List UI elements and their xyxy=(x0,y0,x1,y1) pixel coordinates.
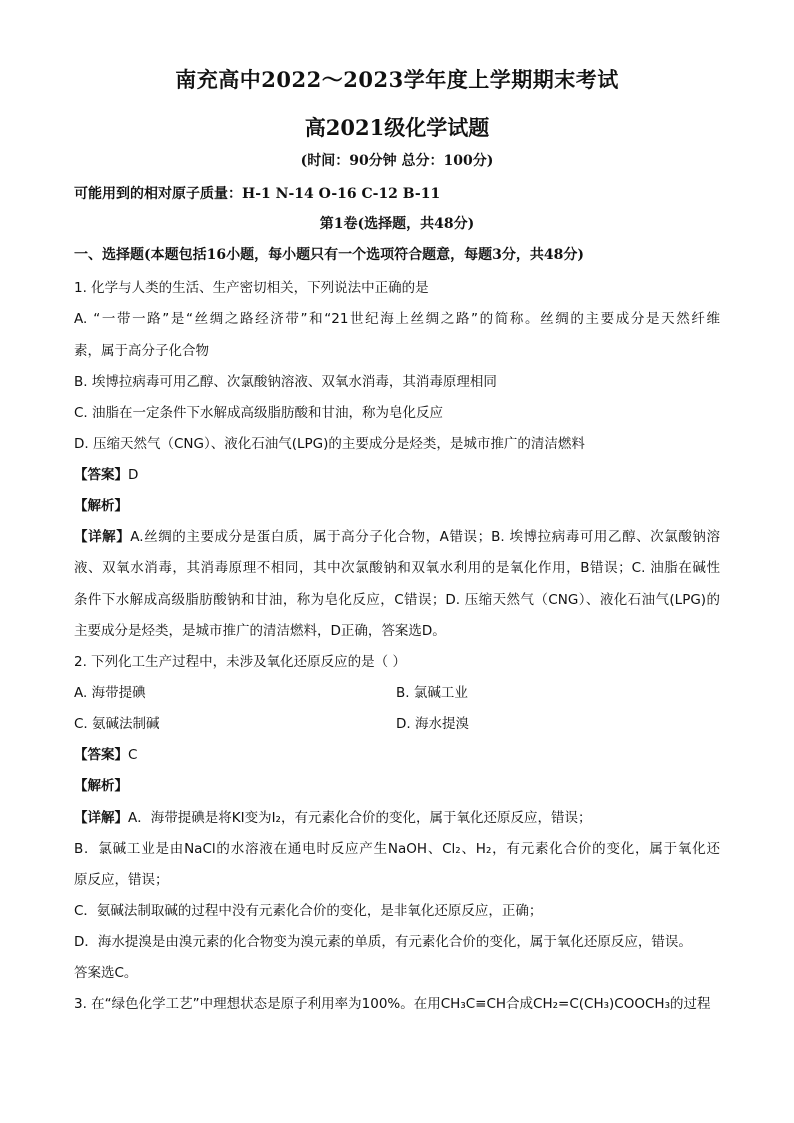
q2-analysis-tag: 【解析】 xyxy=(74,778,128,794)
exam-subtitle: 高2021级化学试题 xyxy=(304,115,490,140)
q1-stem: 1. 化学与人类的生活、生产密切相关，下列说法中正确的是 xyxy=(74,280,429,296)
q2-option-b: B. 氯碱工业 xyxy=(396,685,468,701)
exam-title: 南充高中2022～2023学年度上学期期末考试 xyxy=(175,67,619,92)
q2-detail-d: D．海水提溴是由溴元素的化合物变为溴元素的单质，有元素化合价的变化，属于氧化还原反应，错误。 xyxy=(74,934,692,950)
q1-detail-line1 xyxy=(74,525,720,545)
q2-answer xyxy=(74,743,137,763)
detail-text: A．海带提碘是将KI变为I₂，有元素化合价的变化，属于氧化还原反应，错误； xyxy=(128,810,592,826)
detail-tag: 【详解】 xyxy=(74,529,131,545)
answer-tag: 【答案】 xyxy=(74,747,128,763)
q2-option-a: A. 海带提碘 xyxy=(74,685,146,701)
q2-detail-b: B．氯碱工业是由NaCl的水溶液在通电时反应产生NaOH、Cl₂、H₂，有元素化合价的变化，属于氧化还 xyxy=(74,841,720,857)
detail-text: A.丝绸的主要成分是蛋白质，属于高分子化合物，A错误；B. 埃博拉病毒可用乙醇、次氯酸钠溶 xyxy=(130,529,721,545)
q1-option-a-cont: 素，属于高分子化合物 xyxy=(74,343,209,359)
q2-stem: 2. 下列化工生产过程中，未涉及氧化还原反应的是（ ） xyxy=(74,654,406,670)
q3-stem: 3. 在“绿色化学工艺”中理想状态是原子利用率为100%。在用CH₃C≡CH合成CH₂=C(CH₃)COOCH₃的过程 xyxy=(74,996,711,1012)
section-heading: 一、选择题(本题包括16小题，每小题只有一个选项符合题意，每题3分，共48分) xyxy=(74,247,584,263)
volume-heading: 第1卷(选择题，共48分) xyxy=(319,216,475,232)
q2-option-d: D. 海水提溴 xyxy=(396,716,469,732)
answer-tag: 【答案】 xyxy=(74,467,128,483)
answer-value: C xyxy=(128,747,138,763)
detail-tag: 【详解】 xyxy=(74,810,128,826)
time-score-info: (时间：90分钟 总分：100分) xyxy=(300,153,494,169)
q2-conclusion: 答案选C。 xyxy=(74,965,138,981)
q2-detail-b-cont: 原反应，错误； xyxy=(74,872,169,888)
q1-answer xyxy=(74,463,138,483)
q1-detail-line3: 条件下水解成高级脂肪酸钠和甘油，称为皂化反应，C错误；D. 压缩天然气（CNG）、液化石油气(LPG)的 xyxy=(74,592,720,608)
q1-detail-line4: 主要成分是烃类，是城市推广的清洁燃料，D正确，答案选D。 xyxy=(74,623,446,639)
q1-option-d: D. 压缩天然气（CNG）、液化石油气(LPG)的主要成分是烃类，是城市推广的清洁燃料 xyxy=(74,436,585,452)
q2-detail-c: C．氨碱法制取碱的过程中没有元素化合价的变化，是非氧化还原反应，正确； xyxy=(74,903,543,919)
q1-detail-line2: 液、双氧水消毒，其消毒原理不相同，其中次氯酸钠和双氧水利用的是氧化作用，B错误；C. 油脂在碱性 xyxy=(74,560,720,576)
answer-value: D xyxy=(128,467,139,483)
q1-option-b: B. 埃博拉病毒可用乙醇、次氯酸钠溶液、双氧水消毒，其消毒原理相同 xyxy=(74,374,497,390)
atomic-masses: 可能用到的相对原子质量：H-1 N-14 O-16 C-12 B-11 xyxy=(74,186,441,202)
q1-option-a: A. “一带一路”是“丝绸之路经济带”和“21世纪海上丝绸之路”的简称。丝绸的主要成分是天然纤维 xyxy=(74,311,720,327)
q2-detail-a xyxy=(74,806,591,826)
q1-analysis-tag: 【解析】 xyxy=(74,498,128,514)
q2-option-c: C. 氨碱法制碱 xyxy=(74,716,160,732)
q1-option-c: C. 油脂在一定条件下水解成高级脂肪酸和甘油，称为皂化反应 xyxy=(74,405,444,421)
